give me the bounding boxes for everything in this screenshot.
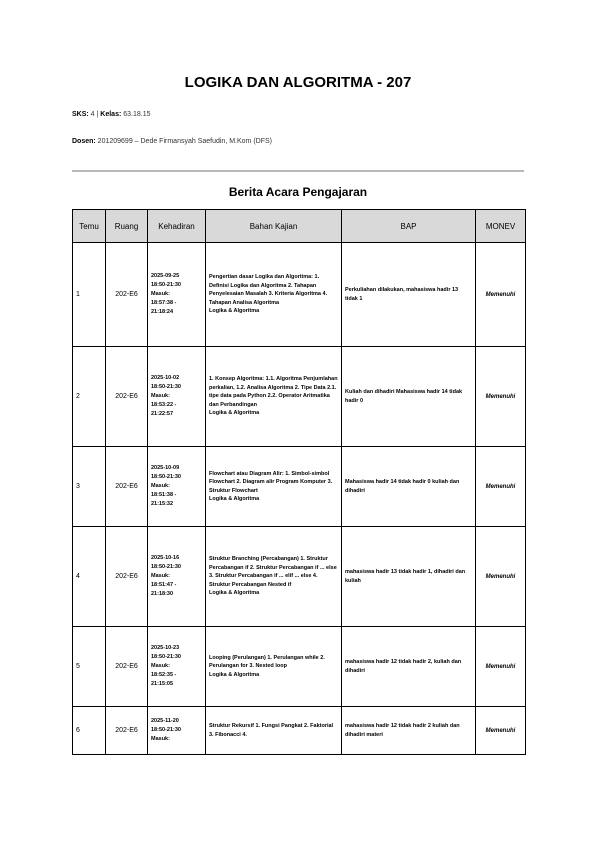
- header-ruang: Ruang: [106, 210, 148, 243]
- cell-monev: Memenuhi: [476, 707, 526, 755]
- cell-ruang: 202-E6: [106, 243, 148, 347]
- page-title: LOGIKA DAN ALGORITMA - 207: [184, 74, 412, 91]
- check-in: 18:51:38 -: [151, 492, 177, 498]
- bahan-text: 1. Konsep Algoritma: 1.1. Algoritma Penjumlahan perkalian, 1.2. Analisa Algoritma 2. Tipe Data 2.1. tipe data pada Python 2.2. Operator Aritmatika dan Perbandingan: [209, 376, 338, 408]
- kelas-label: Kelas:: [100, 111, 122, 118]
- bap-table: [72, 209, 526, 755]
- schedule: 18:50-21:30: [151, 727, 181, 733]
- bahan-text: Struktur Rekursif 1. Fungsi Pangkat 2. Faktorial 3. Fibonacci 4.: [209, 723, 334, 738]
- masuk-label: Masuk:: [151, 393, 170, 399]
- header-bap: BAP: [342, 210, 476, 243]
- cell-kehadiran: [148, 447, 206, 527]
- date: 2025-10-02: [151, 375, 180, 381]
- cell-monev: Memenuhi: [476, 447, 526, 527]
- date: 2025-10-09: [151, 465, 180, 471]
- lecturer-meta: [72, 138, 272, 145]
- cell-ruang: 202-E6: [106, 347, 148, 447]
- cell-ruang: 202-E6: [106, 447, 148, 527]
- bahan-text: Flowchart atau Diagram Alir: 1. Simbol-simbol Flowchart 2. Diagram alir Program Komputer 3. Struktur Flowchart: [209, 470, 333, 494]
- cell-monev: Memenuhi: [476, 347, 526, 447]
- date: 2025-11-20: [151, 718, 179, 724]
- bahan-ref: Logika & Algoritma: [209, 496, 260, 502]
- table-row: [73, 707, 526, 755]
- cell-temu: 4: [73, 527, 106, 627]
- cell-bap: Mahasiswa hadir 14 tidak hadir 0 kuliah dan dihadiri: [342, 447, 476, 527]
- table-row: [73, 347, 526, 447]
- cell-monev: Memenuhi: [476, 243, 526, 347]
- sks-value: 4 |: [88, 111, 101, 118]
- check-out: 21:18:24: [151, 309, 174, 315]
- date: 2025-10-16: [151, 555, 180, 561]
- bahan-ref: Logika & Algoritma: [209, 671, 260, 678]
- masuk-label: Masuk:: [151, 736, 170, 742]
- check-out: 21:18:30: [151, 591, 174, 597]
- masuk-label: Masuk:: [151, 663, 170, 669]
- check-in: 18:52:35 -: [151, 672, 177, 678]
- table-row: [73, 627, 526, 707]
- bahan-ref: Logika & Algoritma: [209, 590, 260, 597]
- check-out: 21:22:57: [151, 411, 174, 417]
- table-row: [73, 243, 526, 347]
- dosen-label: Dosen:: [72, 138, 96, 145]
- check-out: 21:15:05: [151, 681, 174, 687]
- schedule: 18:50-21:30: [151, 654, 181, 660]
- cell-temu: 5: [73, 627, 106, 707]
- cell-bahan-kajian: [206, 243, 342, 347]
- cell-ruang: 202-E6: [106, 527, 148, 627]
- header-kehadiran: Kehadiran: [148, 210, 206, 243]
- table-header-row: [73, 210, 526, 243]
- schedule: 18:50-21:30: [151, 564, 181, 570]
- cell-kehadiran: [148, 243, 206, 347]
- date: 2025-09-25: [151, 273, 180, 279]
- schedule: 18:50-21:30: [151, 282, 181, 288]
- schedule: 18:50-21:30: [151, 474, 181, 480]
- check-in: 18:57:38 -: [151, 300, 177, 306]
- header-monev: MONEV: [476, 210, 526, 243]
- cell-temu: 3: [73, 447, 106, 527]
- schedule: 18:50-21:30: [151, 384, 181, 390]
- cell-bap: mahasiswa hadir 13 tidak hadir 1, dihadiri dan kuliah: [342, 527, 476, 627]
- cell-bahan-kajian: [206, 627, 342, 707]
- bahan-ref: Logika & Algoritma: [209, 410, 260, 417]
- table-row: [73, 527, 526, 627]
- check-out: 21:15:32: [151, 501, 174, 507]
- cell-bahan-kajian: [206, 347, 342, 447]
- cell-bahan-kajian: [206, 447, 342, 527]
- cell-bap: Perkuliahan dilakukan, mahasiswa hadir 13 tidak 1: [342, 243, 476, 347]
- cell-bap: Kuliah dan dihadiri Mahasiswa hadir 14 tidak hadir 0: [342, 347, 476, 447]
- masuk-label: Masuk:: [151, 573, 170, 579]
- check-in: 18:53:22 -: [151, 402, 177, 408]
- check-in: 18:51:47 -: [151, 582, 177, 588]
- sks-label: SKS:: [72, 111, 89, 118]
- cell-kehadiran: [148, 627, 206, 707]
- cell-bahan-kajian: [206, 527, 342, 627]
- header-bahan-kajian: Bahan Kajian: [206, 210, 342, 243]
- bahan-ref: Logika & Algoritma: [209, 308, 260, 315]
- divider: [72, 170, 524, 172]
- cell-bap: mahasiswa hadir 12 tidak hadir 2 kuliah dan dihadiri materi: [342, 707, 476, 755]
- cell-kehadiran: [148, 347, 206, 447]
- cell-temu: 1: [73, 243, 106, 347]
- masuk-label: Masuk:: [151, 291, 170, 297]
- table-row: [73, 447, 526, 527]
- kelas-value: 63.18.15: [121, 111, 151, 118]
- cell-temu: 6: [73, 707, 106, 755]
- cell-temu: 2: [73, 347, 106, 447]
- cell-kehadiran: [148, 707, 206, 755]
- cell-bahan-kajian: [206, 707, 342, 755]
- cell-ruang: 202-E6: [106, 707, 148, 755]
- dosen-value: 201209699 – Dede Firmansyah Saefudin, M.Kom (DFS): [95, 138, 272, 145]
- cell-ruang: 202-E6: [106, 627, 148, 707]
- cell-monev: Memenuhi: [476, 527, 526, 627]
- bahan-text: Pengertian dasar Logika dan Algoritma: 1. Definisi Logika dan Algoritma 2. Tahapan Penyelesaian Masalah 3. Kriteria Algoritma 4. Tahapan Analisa Algoritma: [209, 274, 328, 306]
- section-title: Berita Acara Pengajaran: [228, 185, 368, 199]
- cell-kehadiran: [148, 527, 206, 627]
- header-temu: Temu: [73, 210, 106, 243]
- course-meta: [72, 111, 151, 118]
- bahan-text: Looping (Perulangan) 1. Perulangan while 2. Perulangan for 3. Nested loop: [209, 654, 325, 670]
- bahan-text: Struktur Branching (Percabangan) 1. Struktur Percabangan if 2. Struktur Percabangan if ... else 3. Struktur Percabangan if ... elif ... else 4. Struktur Percabangan Nested if: [209, 556, 337, 588]
- cell-bap: mahasiswa hadir 12 tidak hadir 2, kuliah dan dihadiri: [342, 627, 476, 707]
- cell-monev: Memenuhi: [476, 627, 526, 707]
- date: 2025-10-23: [151, 645, 180, 651]
- masuk-label: Masuk:: [151, 483, 170, 489]
